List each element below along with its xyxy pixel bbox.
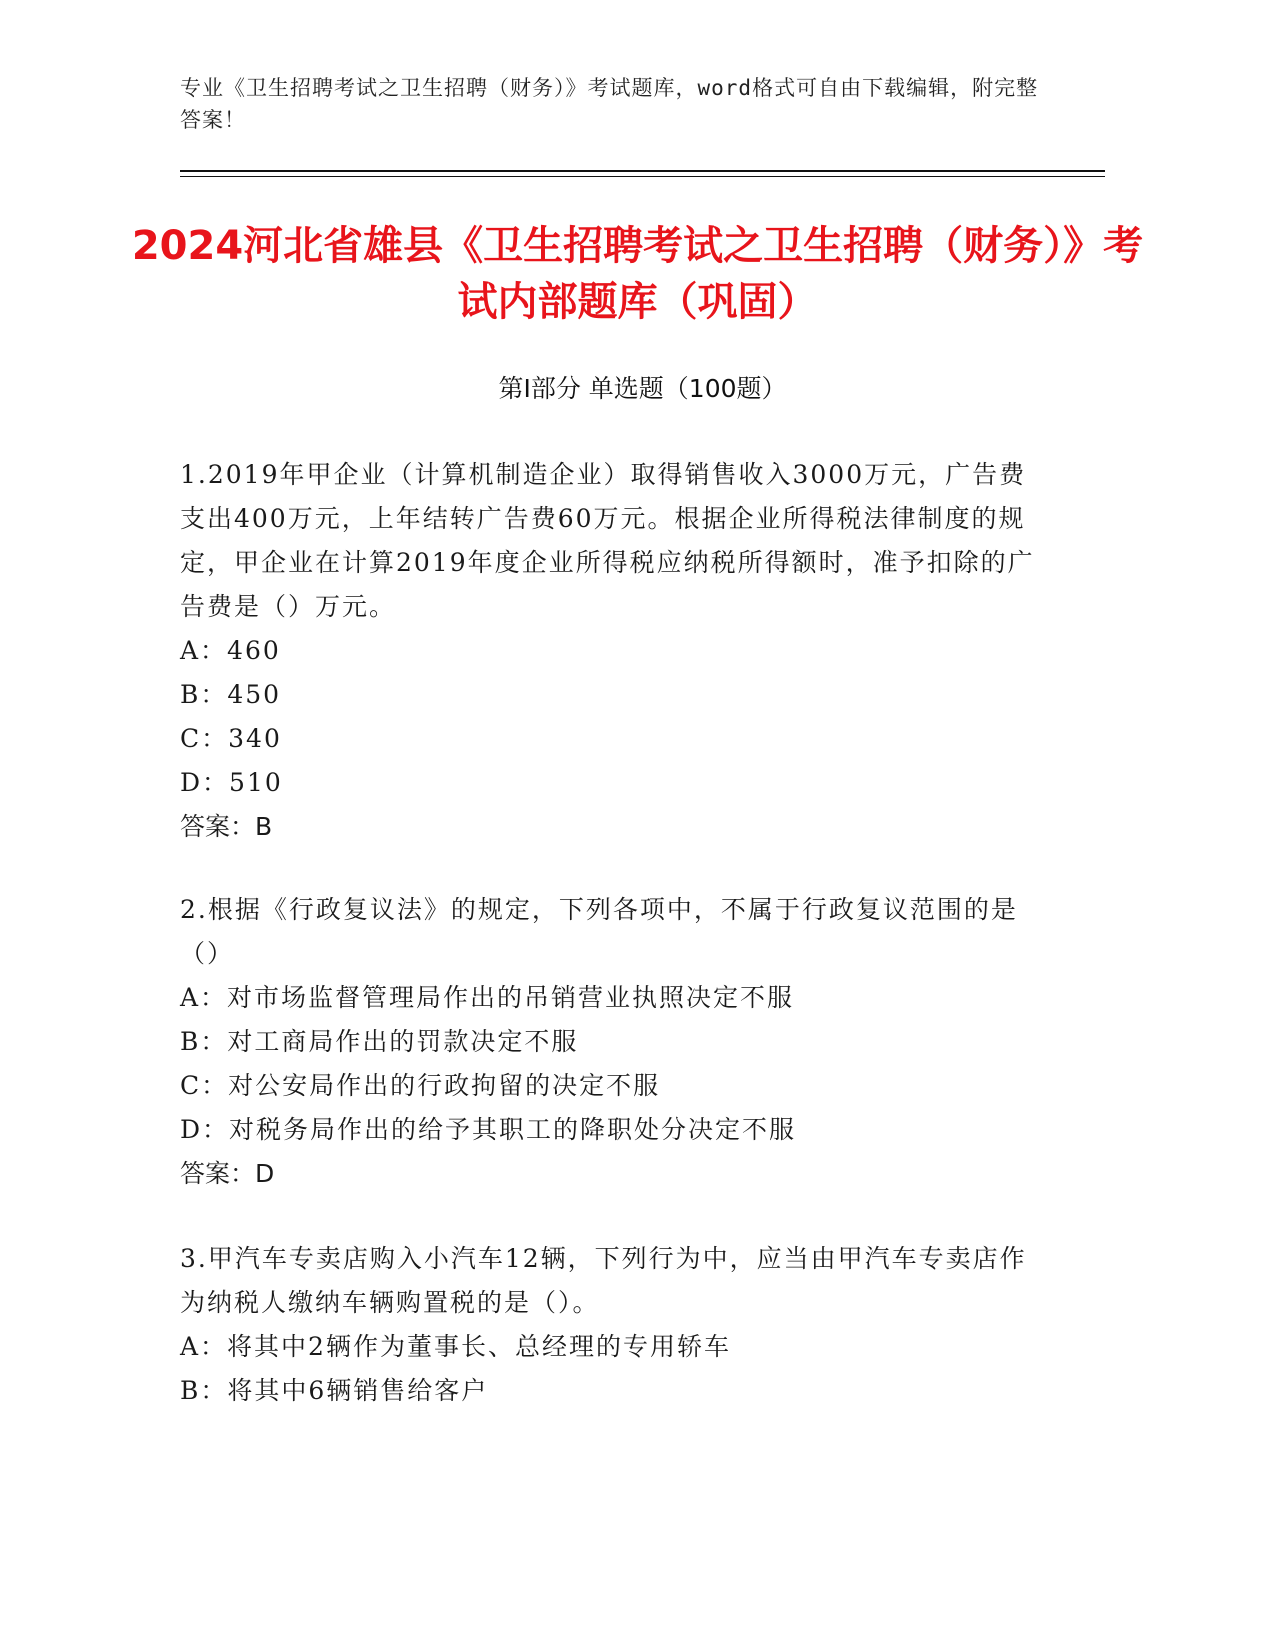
question-text: 3.甲汽车专卖店购入小汽车12辆，下列行为中，应当由甲汽车专卖店作为纳税人缴纳车辆购置税的是（）。 (180, 1244, 1027, 1317)
question-3 (180, 1237, 1050, 1413)
header-note: 专业《卫生招聘考试之卫生招聘（财务）》考试题库，word格式可自由下载编辑，附完整答案！ (180, 76, 1039, 132)
option-c: C：340 (180, 724, 282, 753)
option-b: B：450 (180, 680, 282, 709)
question-1 (180, 453, 1050, 849)
header-rule-thin (180, 176, 1105, 177)
option-c: C：对公安局作出的行政拘留的决定不服 (180, 1071, 661, 1100)
option-d: D：510 (180, 768, 283, 797)
option-a: A：对市场监督管理局作出的吊销营业执照决定不服 (180, 983, 795, 1012)
answer: 答案：D (180, 1159, 275, 1188)
option-b: B：将其中6辆销售给客户 (180, 1376, 489, 1405)
question-text: 2.根据《行政复议法》的规定，下列各项中，不属于行政复议范围的是（） (180, 895, 1018, 968)
section-title: 第I部分 单选题（100题） (498, 374, 787, 403)
option-a: A：460 (180, 636, 281, 665)
document-title: 2024河北省雄县《卫生招聘考试之卫生招聘（财务）》考试内部题库（巩固） (131, 223, 1144, 325)
option-a: A：将其中2辆作为董事长、总经理的专用轿车 (180, 1332, 731, 1361)
header-rule-thick (180, 170, 1105, 172)
option-d: D：对税务局作出的给予其职工的降职处分决定不服 (180, 1115, 797, 1144)
question-text: 1.2019年甲企业（计算机制造企业）取得销售收入3000万元，广告费支出400万元，上年结转广告费60万元。根据企业所得税法律制度的规定，甲企业在计算2019年度企业所得税应纳税所得额时，准予扣除的广告费是（）万元。 (180, 460, 1035, 621)
answer: 答案：B (180, 812, 273, 841)
option-b: B：对工商局作出的罚款决定不服 (180, 1027, 579, 1056)
question-2 (180, 888, 1050, 1196)
